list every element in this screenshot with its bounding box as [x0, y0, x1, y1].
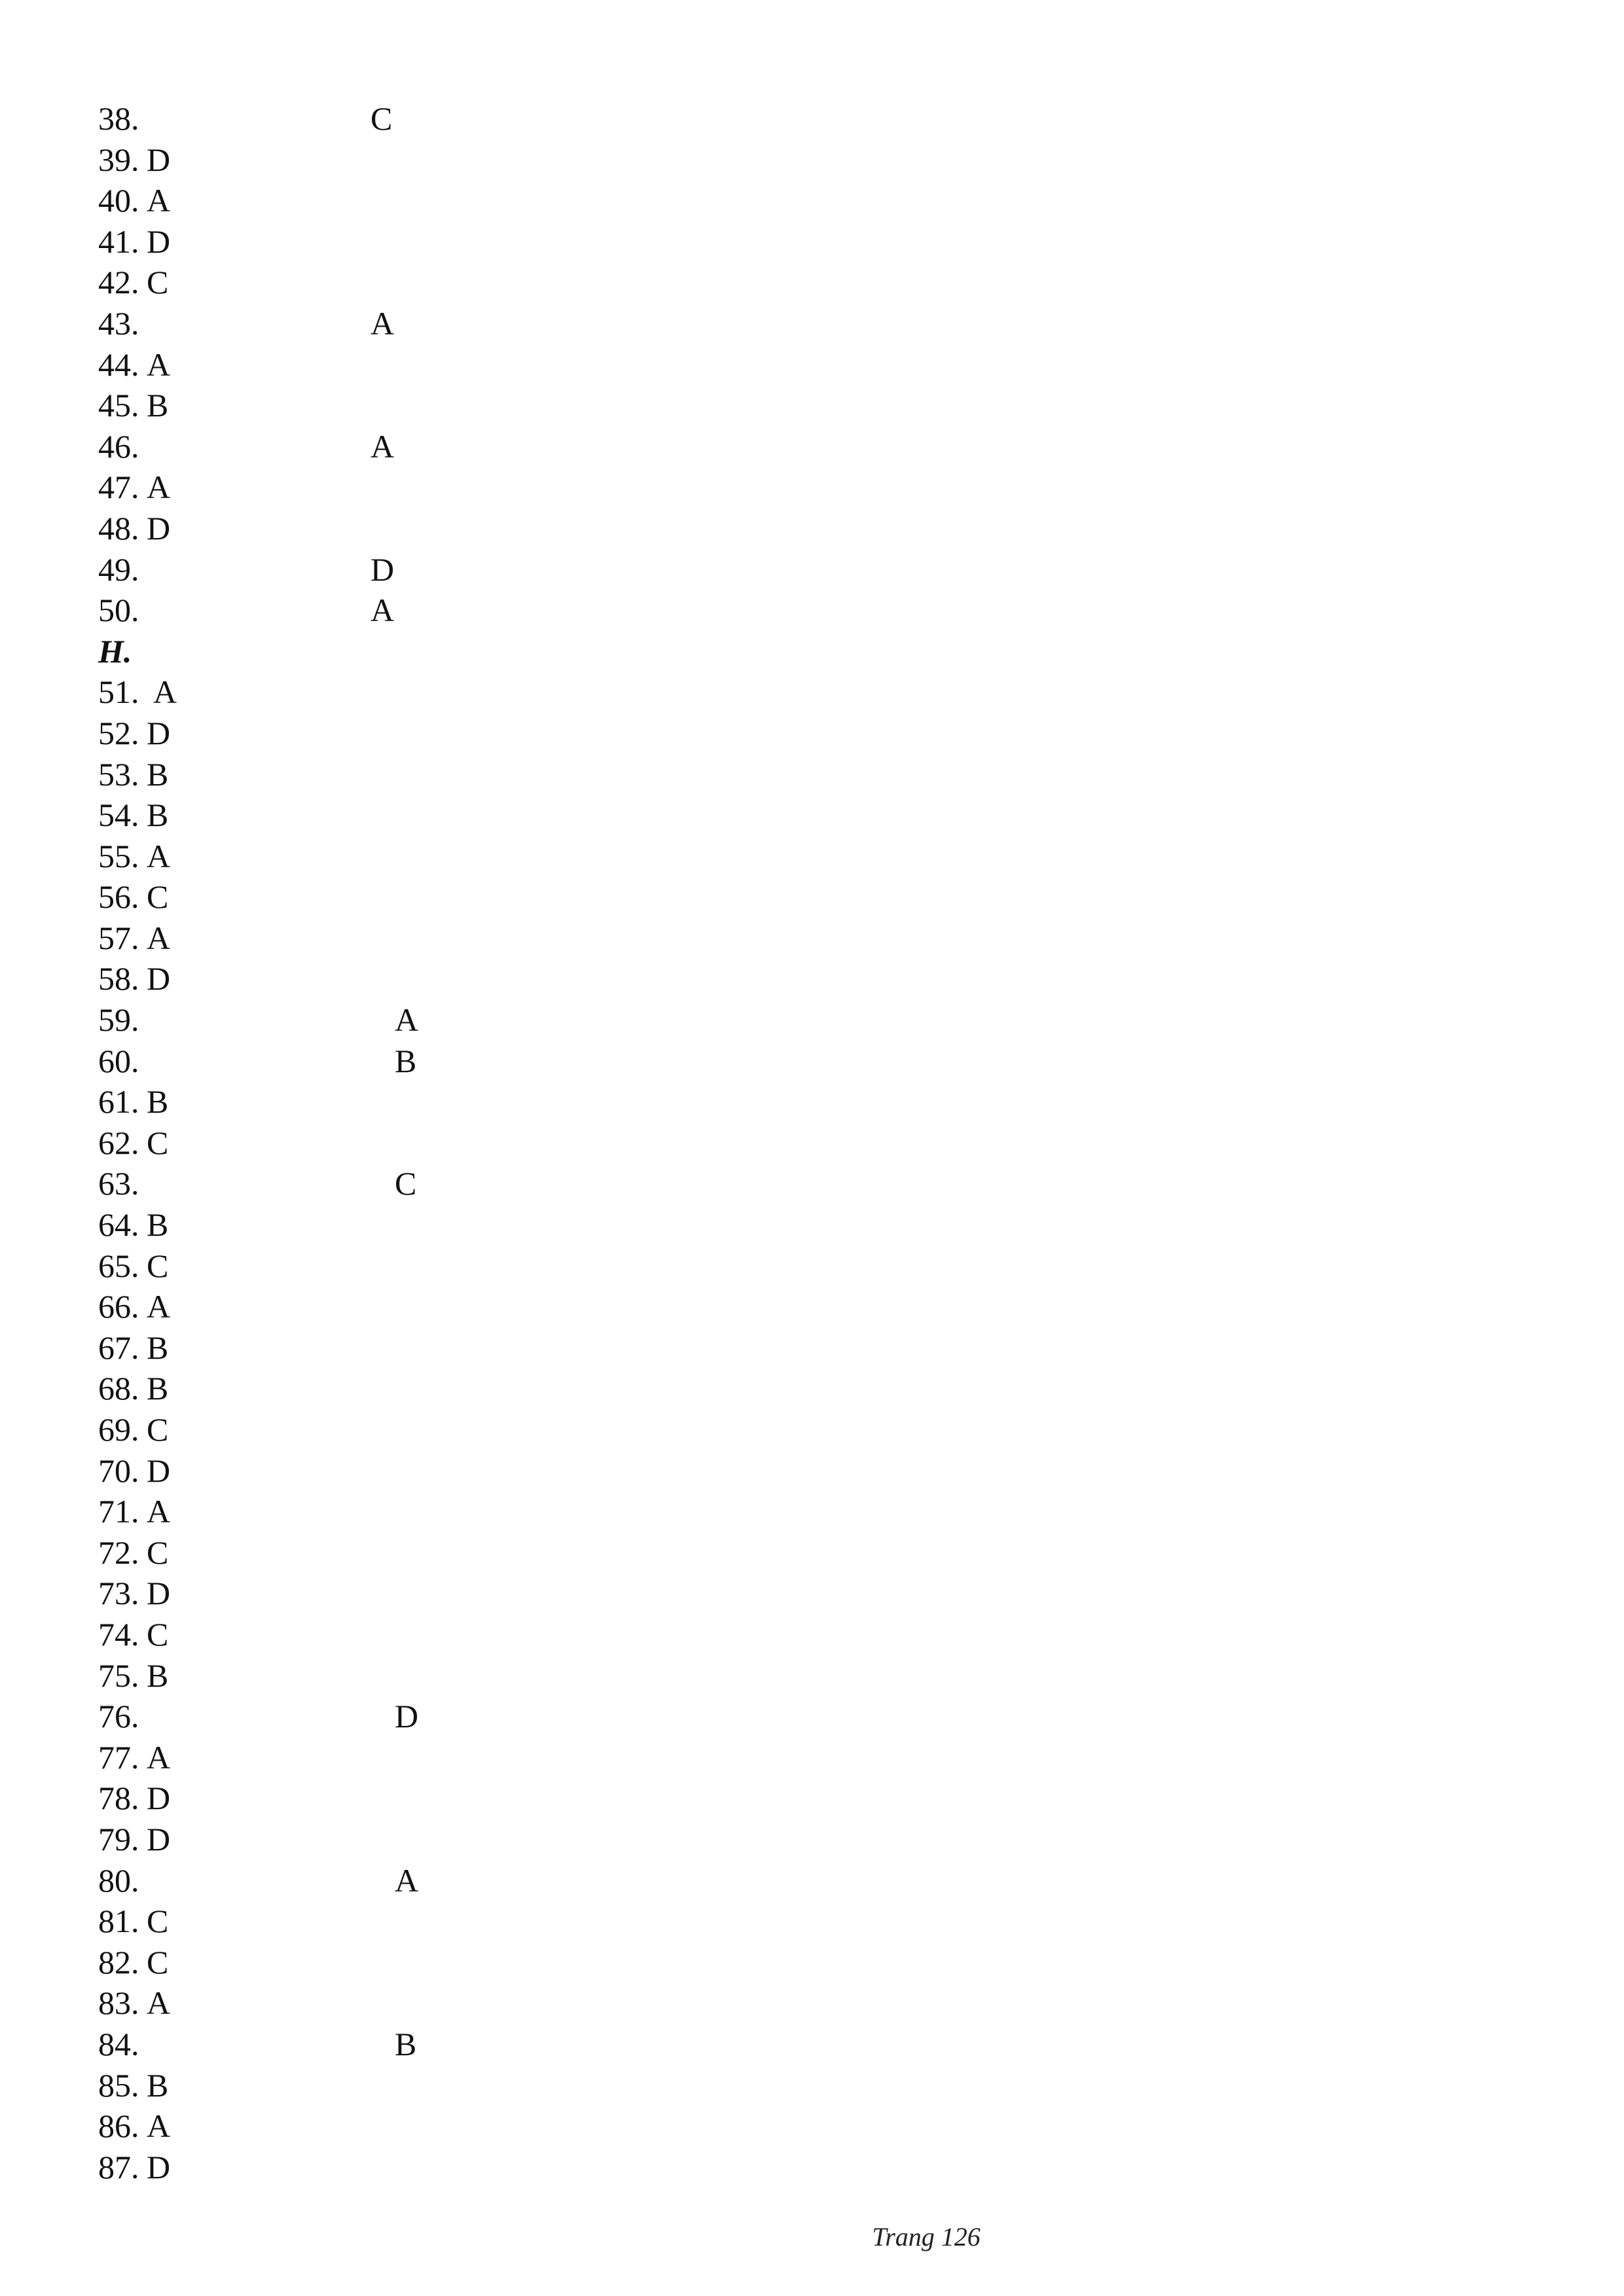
question-number: 65. [98, 1247, 139, 1284]
question-number: 70. [98, 1452, 139, 1489]
answer-letter: B [395, 2025, 417, 2062]
answer-row [98, 1491, 884, 1532]
answer-letter: A [370, 304, 395, 342]
answer-letter: B [147, 1329, 169, 1366]
answer-letter: C [147, 1903, 169, 1940]
answer-row [98, 1246, 884, 1287]
answer-letter: B [147, 797, 169, 834]
question-number: 49. [98, 550, 139, 588]
question-number: 58. [98, 960, 139, 997]
answer-letter: A [147, 182, 171, 219]
answer-row [98, 549, 884, 590]
answer-row [98, 1450, 884, 1492]
question-number: 85. [98, 2066, 139, 2104]
question-number: 72. [98, 1534, 139, 1571]
answer-letter: B [147, 1083, 169, 1121]
answer-letter: B [147, 755, 169, 793]
answer-row [98, 508, 884, 549]
answer-letter: C [147, 1247, 169, 1284]
answer-row [98, 1860, 884, 1901]
answer-letter: C [147, 1124, 169, 1161]
answer-letter: B [147, 1657, 169, 1694]
answer-letter: C [147, 1943, 169, 1981]
answer-letter: D [147, 1575, 171, 1612]
answer-row [98, 958, 884, 999]
question-number: 75. [98, 1657, 139, 1694]
question-number: 69. [98, 1411, 139, 1448]
question-number: 56. [98, 878, 139, 916]
question-number: 39. [98, 141, 139, 178]
answer-row [98, 262, 884, 303]
answer-row [98, 754, 884, 795]
answer-letter: D [147, 141, 171, 178]
question-number: 76. [98, 1698, 139, 1735]
question-number: 47. [98, 469, 139, 506]
answer-row [98, 139, 884, 181]
answer-row [98, 303, 884, 344]
page-footer [0, 2221, 1624, 2252]
answer-row [98, 918, 884, 959]
question-number: 54. [98, 797, 139, 834]
answer-letter: A [370, 592, 395, 629]
answer-letter: A [153, 673, 177, 711]
answer-row [98, 1737, 884, 1778]
question-number: 59. [98, 1001, 139, 1039]
page-number: Trang 126 [872, 2222, 981, 2251]
answer-row [98, 1204, 884, 1246]
answer-row [98, 1532, 884, 1573]
answer-letter: D [147, 509, 171, 547]
answer-letter: A [395, 1001, 419, 1039]
answer-row [98, 1573, 884, 1614]
question-number: 62. [98, 1124, 139, 1161]
answer-row [98, 1163, 884, 1204]
answer-row [98, 2106, 884, 2147]
answer-letter: A [147, 1984, 171, 2022]
answer-letter: D [147, 223, 171, 260]
question-number: 45. [98, 387, 139, 424]
answer-letter: D [395, 1698, 419, 1735]
question-number: 81. [98, 1903, 139, 1940]
answer-letter: A [147, 2108, 171, 2145]
answer-row [98, 1122, 884, 1164]
answer-row [98, 1655, 884, 1696]
answer-letter: C [147, 264, 169, 301]
answer-letter: C [147, 1534, 169, 1571]
answer-letter: A [147, 837, 171, 874]
question-number: 61. [98, 1083, 139, 1121]
answer-row [98, 1368, 884, 1409]
answer-letter: A [147, 919, 171, 956]
answer-row [98, 1901, 884, 1942]
answer-letter: D [147, 1452, 171, 1489]
answer-row [98, 2147, 884, 2188]
question-number: 80. [98, 1861, 139, 1899]
question-number: 73. [98, 1575, 139, 1612]
question-number: 63. [98, 1165, 139, 1202]
answer-row [98, 467, 884, 508]
answer-row [98, 1409, 884, 1450]
answer-letter: A [395, 1861, 419, 1899]
question-number: 84. [98, 2025, 139, 2062]
question-number: 43. [98, 304, 139, 342]
question-number: 82. [98, 1943, 139, 1981]
answer-row [98, 1614, 884, 1655]
question-number: 40. [98, 182, 139, 219]
answer-letter: A [147, 1288, 171, 1325]
answer-letter: C [395, 1165, 417, 1202]
question-number: 77. [98, 1738, 139, 1776]
answer-letter: D [147, 1780, 171, 1817]
question-number: 38. [98, 100, 139, 137]
answer-row [98, 1819, 884, 1860]
answer-letter: C [370, 100, 393, 137]
answer-letter: C [147, 1615, 169, 1653]
question-number: 51. [98, 673, 139, 711]
question-number: 71. [98, 1493, 139, 1530]
question-number: 64. [98, 1206, 139, 1244]
question-number: 46. [98, 427, 139, 465]
answer-letter: A [147, 346, 171, 383]
answer-list [98, 98, 884, 2187]
question-number: 68. [98, 1370, 139, 1407]
answer-group-after [98, 672, 884, 2187]
question-number: 44. [98, 346, 139, 383]
answer-letter: B [147, 387, 169, 424]
question-number: 78. [98, 1780, 139, 1817]
answer-group-before [98, 98, 884, 631]
answer-row [98, 672, 884, 713]
answer-row [98, 221, 884, 262]
answer-row [98, 1982, 884, 2024]
answer-row [98, 180, 884, 221]
answer-letter: D [147, 960, 171, 997]
answer-row [98, 1041, 884, 1082]
answer-letter: B [147, 1370, 169, 1407]
answer-row [98, 344, 884, 386]
answer-letter: C [147, 1411, 169, 1448]
answer-row [98, 385, 884, 426]
question-number: 41. [98, 223, 139, 260]
answer-letter: D [370, 550, 395, 588]
question-number: 52. [98, 714, 139, 751]
answer-letter: A [370, 427, 395, 465]
answer-letter: B [147, 2066, 169, 2104]
question-number: 74. [98, 1615, 139, 1653]
answer-row [98, 795, 884, 836]
question-number: 79. [98, 1820, 139, 1857]
question-number: 87. [98, 2148, 139, 2185]
answer-letter: D [147, 1820, 171, 1857]
section-heading-row [98, 631, 884, 672]
section-heading: H. [98, 632, 132, 670]
answer-row [98, 1286, 884, 1327]
answer-letter: B [147, 1206, 169, 1244]
answer-letter: A [147, 1738, 171, 1776]
answer-letter: A [147, 469, 171, 506]
question-number: 42. [98, 264, 139, 301]
answer-letter: B [395, 1042, 417, 1079]
answer-row [98, 1327, 884, 1369]
answer-row [98, 1081, 884, 1122]
question-number: 50. [98, 592, 139, 629]
answer-row [98, 1778, 884, 1819]
answer-letter: D [147, 714, 171, 751]
question-number: 48. [98, 509, 139, 547]
question-number: 53. [98, 755, 139, 793]
question-number: 60. [98, 1042, 139, 1079]
answer-row [98, 2065, 884, 2106]
answer-row [98, 713, 884, 754]
question-number: 55. [98, 837, 139, 874]
answer-row [98, 876, 884, 918]
answer-letter: C [147, 878, 169, 916]
answer-letter: D [147, 2148, 171, 2185]
answer-letter: A [147, 1493, 171, 1530]
answer-row [98, 98, 884, 139]
question-number: 83. [98, 1984, 139, 2022]
question-number: 86. [98, 2108, 139, 2145]
question-number: 66. [98, 1288, 139, 1325]
answer-row [98, 1942, 884, 1983]
answer-row [98, 590, 884, 631]
answer-row [98, 999, 884, 1041]
answer-row [98, 426, 884, 467]
question-number: 57. [98, 919, 139, 956]
answer-row [98, 2024, 884, 2065]
answer-row [98, 1696, 884, 1737]
answer-row [98, 836, 884, 877]
question-number: 67. [98, 1329, 139, 1366]
